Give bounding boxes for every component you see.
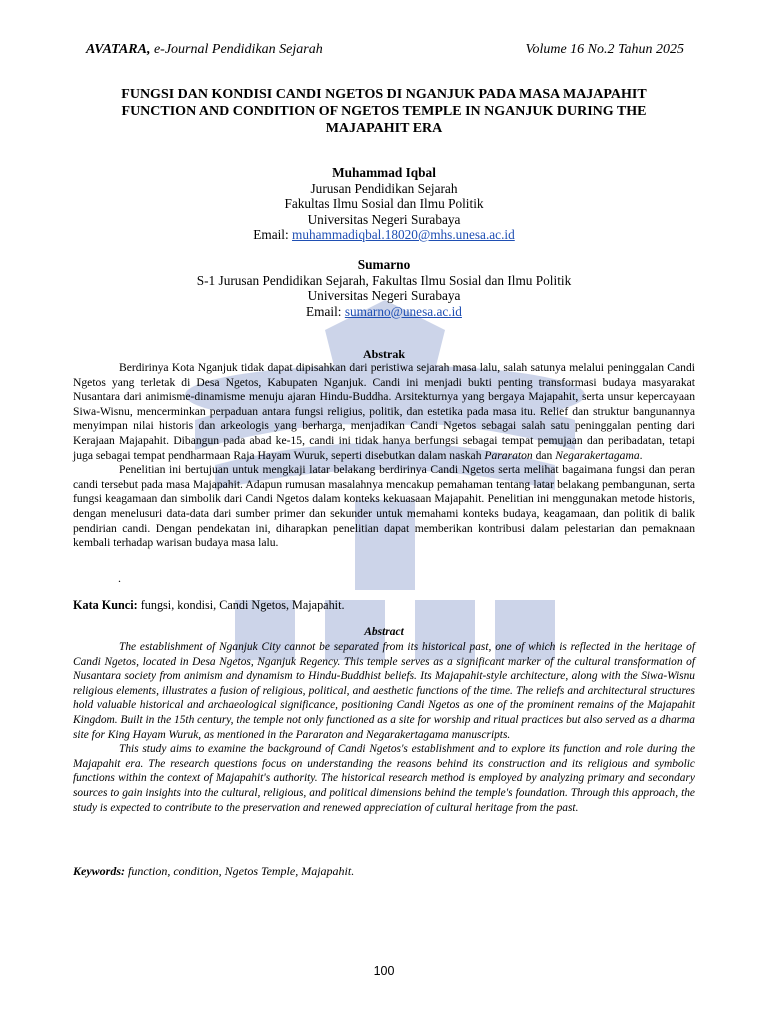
keywords-id (73, 598, 345, 613)
abstract-en-body (73, 640, 695, 815)
author-name: Sumarno (357, 257, 411, 272)
paper-title (70, 86, 698, 137)
author-faculty: Fakultas Ilmu Sosial dan Ilmu Politik (284, 196, 484, 211)
journal-subtitle: e-Journal Pendidikan Sejarah (150, 42, 323, 57)
abstract-id-paragraph-1 (73, 361, 695, 463)
abstract-id-heading: Abstrak (362, 347, 405, 361)
keywords-en-text: function, condition, Ngetos Temple, Majapahit. (125, 864, 355, 878)
author-university: Universitas Negeri Surabaya (307, 211, 461, 227)
author-university: Universitas Negeri Surabaya (307, 288, 461, 303)
author-department: Jurusan Pendidikan Sejarah (310, 180, 458, 196)
negarakertagama-title: Negarakertagama (555, 448, 640, 462)
author-email-link[interactable]: sumarno@unesa.ac.id (344, 303, 462, 319)
keywords-id-text: fungsi, kondisi, Candi Ngetos, Majapahit. (137, 598, 345, 612)
abstract-en-paragraph-1: The establishment of Nganjuk City cannot be separated from its historical past, one of which is reflected in the heritage of Candi Ngetos, located in Desa Ngetos, Nganjuk Regency. This temple serves as a significant marker of the cultural transformation of Nusantara society from animism and dynamism to Hindu-Buddhist beliefs. Its Majapahit-style architecture, along with the Siwa-Wisnu religious elements, illustrates a fusion of religious, political, and aesthetic functions of the time. The reliefs and architectural structures hold valuable historical and archaeological significance, positioning Candi Ngetos as one of the prominent remains of the Majapahit Kingdom. Built in the 15th century, the temple not only functioned as a site for worship and ritual practices but also served as a dharma site for King Hayam Wuruk, as mentioned in the Pararaton and Negarakertagama manuscripts. (73, 641, 695, 741)
title-line-2: FUNCTION AND CONDITION OF NGETOS TEMPLE IN NGANJUK DURING THE (121, 104, 647, 119)
running-header (86, 42, 684, 58)
title-line-1: FUNGSI DAN KONDISI CANDI NGETOS DI NGANJUK PADA MASA MAJAPAHIT (121, 87, 647, 102)
keywords-id-label: Kata Kunci: (73, 598, 138, 612)
keywords-en-label: Keywords: (73, 864, 125, 878)
abstract-en-heading: Abstract (364, 626, 404, 638)
abstract-id-paragraph-2: Penelitian ini bertujuan untuk mengkaji latar belakang berdirinya Candi Ngetos serta melihat bagaimana fungsi dan peran candi tersebut pada masa Majapahit. Adapun rumusan masalahnya mencakup pemahaman tentang latar belakang pembangunan, serta fungsi keagamaan dan simbolik dari Candi Ngetos dalam konteks kekuasaan Majapahit. Penelitian ini menggunakan metode historis, dengan menelusuri data-data dari sumber primer dan sekunder untuk memahami konteks budaya, keagamaan, dan politik di balik pendirian candi. Dengan pendekatan ini, diharapkan penelitian dapat memberikan kontribusi dalam pelestarian dan pemaknaan kembali terhadap warisan budaya masa lalu. (73, 463, 695, 550)
author-name: Muhammad Iqbal (332, 165, 436, 180)
journal-title (86, 42, 323, 58)
author-email-line (60, 304, 708, 320)
page-number: 100 (373, 964, 395, 978)
conjunction-text: dan (532, 448, 556, 462)
pararaton-title: Pararaton (484, 448, 533, 462)
title-line-3: MAJAPAHIT ERA (325, 121, 443, 136)
email-label: Email: (253, 227, 293, 242)
author-email-link[interactable]: muhammadiqbal.18020@mhs.unesa.ac.id (292, 227, 515, 242)
author-email-line (60, 227, 708, 243)
abstract-id-p1-text: Berdirinya Kota Nganjuk tidak dapat dipisahkan dari peristiwa sejarah masa lalu, salah satunya melalui peninggalan Candi Ngetos yang terletak di Desa Ngetos, Kabupaten Nganjuk. Candi ini menjadi bukti penting transformasi budaya masyarakat Nusantara dari animisme-dinamisme menuju ajaran Hindu-Buddha. Arsitekturnya yang bergaya Majapahit, serta unsur kepercayaan Siwa-Wisnu, mencerminkan perpaduan antara fungsi religius, politik, dan estetika pada masa itu. Relief dan struktur bangunannya menyimpan nilai historis dan arkeologis yang berharga, menjadikan Candi Ngetos sebagai salah satu peninggalan penting dari Kerajaan Majapahit. Dibangun pada abad ke-15, candi ini tidak hanya berfungsi sebagai tempat pemujaan dan peribadatan, tetapi juga sebagai tempat pendharmaan Raja Hayam Wuruk, seperti disebutkan dalam naskah (73, 361, 695, 462)
abstract-id-body (73, 361, 695, 551)
author-block-1 (60, 165, 708, 243)
author-affiliation: S-1 Jurusan Pendidikan Sejarah, Fakultas Ilmu Sosial dan Ilmu Politik (196, 272, 572, 288)
volume-info: Volume 16 No.2 Tahun 2025 (525, 42, 684, 57)
author-block-2 (60, 257, 708, 319)
journal-name: AVATARA, (86, 42, 151, 57)
email-label: Email: (306, 303, 345, 319)
keywords-en (73, 864, 354, 879)
stray-dot: . (118, 571, 121, 585)
abstract-en-paragraph-2: This study aims to examine the background of Candi Ngetos's establishment and to explore its function and role during the Majapahit era. The research questions focus on understanding the reasons behind its construction and its religious and symbolic functions within the context of Majapahit's authority. The historical research method is employed by analyzing primary and secondary sources to gain insights into the cultural, religious, and political dimensions behind the temple's foundation. Through this approach, the study is expected to contribute to the preservation and renewed appreciation of cultural heritage from the past. (73, 743, 695, 814)
period-text: . (639, 448, 643, 462)
